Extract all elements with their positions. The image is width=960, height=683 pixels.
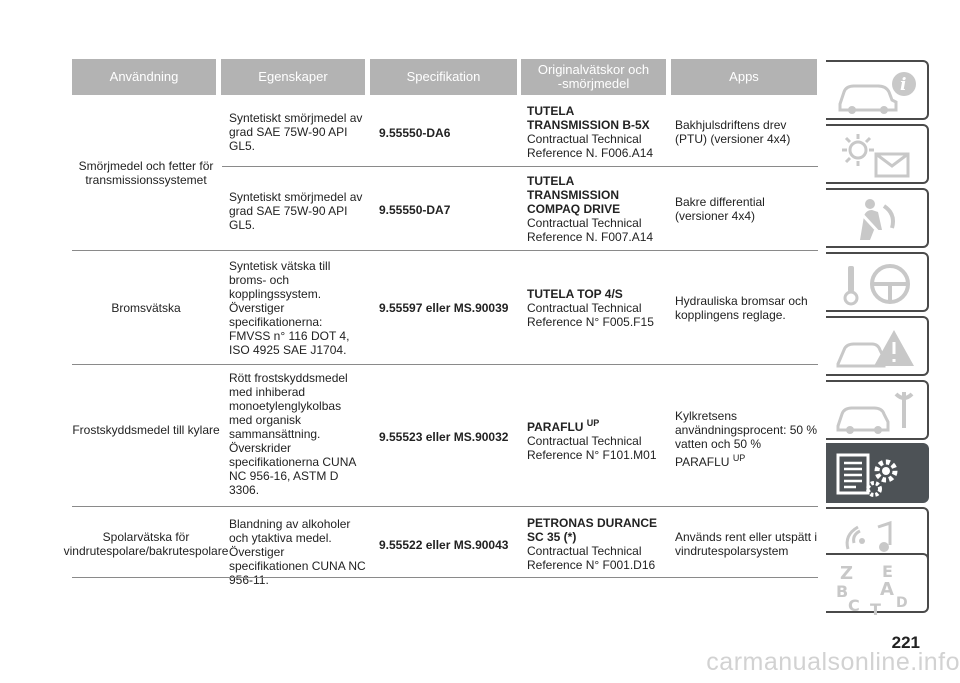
index-letter-e: E	[882, 562, 893, 581]
row3-spec: 9.55597 eller MS.90039	[379, 301, 509, 315]
row1-product-ref: Contractual Technical Reference N. F006.A14	[527, 132, 654, 160]
index-letter-t: T	[870, 600, 881, 617]
table-bottom-rule	[72, 577, 818, 578]
row2-spec: 9.55550-DA7	[379, 203, 451, 217]
row1-spec: 9.55550-DA6	[379, 126, 451, 140]
row3-properties: Syntetisk vätska till broms- och kopplingssystem. Överstiger specifikationerna: FMVSS n° 116 DOT 4, ISO 4925 SAE J1704.	[229, 259, 350, 357]
watermark[interactable]: carmanualsonline.info	[706, 648, 960, 676]
seatbelt-airbag-icon	[834, 196, 922, 244]
row2-product	[527, 174, 667, 244]
sidebar-tab-index[interactable]	[826, 553, 929, 617]
sidebar-tab-dashboard[interactable]	[826, 60, 929, 120]
sidebar-tab-safety[interactable]	[826, 188, 929, 248]
row5-apps: Används rent eller utspätt i vindrutespolarsystem	[675, 530, 818, 558]
car-info-icon	[834, 68, 922, 116]
sidebar-tab-technical-data[interactable]	[826, 443, 929, 503]
row4-apps	[675, 409, 818, 469]
row2-properties: Syntetiskt smörjmedel av grad SAE 75W-90 API GL5.	[229, 190, 363, 232]
row4-product-name-sup: UP	[586, 418, 600, 428]
row1-subdivider	[222, 166, 818, 167]
header-properties: Egenskaper	[221, 59, 365, 95]
sidebar-tab-warnings[interactable]	[826, 124, 929, 184]
row2-divider	[72, 250, 818, 251]
index-letter-a: A	[880, 579, 894, 600]
sidebar-tab-maintenance[interactable]	[826, 380, 929, 440]
row3-product-ref: Contractual Technical Reference N° F005.F15	[527, 301, 654, 329]
key-steering-wheel-icon	[834, 260, 922, 308]
index-letter-c: C	[848, 596, 860, 615]
row5-product-name: PETRONAS DURANCE SC 35 (*)	[527, 516, 658, 544]
row2-product-name: TUTELA TRANSMISSION COMPAQ DRIVE	[527, 174, 621, 216]
row1-product	[527, 104, 667, 160]
index-letter-d: D	[896, 595, 908, 611]
row3-usage: Bromsvätska	[111, 301, 181, 315]
car-service-wrench-icon	[834, 388, 922, 436]
header-specification: Specifikation	[370, 59, 517, 95]
row5-spec: 9.55522 eller MS.90043	[379, 538, 509, 552]
row3-apps: Hydrauliska bromsar och kopplingens reglage.	[675, 294, 808, 322]
row1-usage: Smörjmedel och fetter för transmissionssystemet	[78, 159, 214, 187]
header-usage: Användning	[72, 59, 216, 95]
row4-spec: 9.55523 eller MS.90032	[379, 430, 509, 444]
alphabetical-index-icon	[834, 561, 922, 617]
row1-apps: Bakhjulsdriftens drev (PTU) (versioner 4x4)	[675, 118, 791, 146]
row2-apps: Bakre differential (versioner 4x4)	[675, 195, 765, 223]
sidebar-tab-emergency[interactable]	[826, 316, 929, 376]
index-letter-b: B	[836, 582, 849, 601]
row4-product-ref: Contractual Technical Reference N° F101.M01	[527, 434, 657, 462]
index-letter-z: Z	[840, 563, 854, 584]
row3-divider	[72, 364, 818, 365]
header-apps: Apps	[671, 59, 817, 95]
row5-product	[527, 516, 667, 572]
page-number: 221	[891, 633, 920, 652]
row4-product-name: PARAFLU	[527, 420, 584, 434]
row4-apps-sup: UP	[732, 453, 746, 463]
row3-product-name: TUTELA TOP 4/S	[527, 287, 623, 301]
row4-properties: Rött frostskyddsmedel med inhiberad monoetylenglykolbas med organisk sammansättning. Överskrider specifikationerna CUNA NC 956-16, ASTM D 3306.	[229, 371, 356, 497]
row4-product-name-line	[527, 416, 667, 434]
header-original-fluids	[521, 59, 666, 95]
row5-properties: Blandning av alkoholer och ytaktiva medel. Överstiger specifikationen CUNA NC 956-11.	[229, 517, 366, 587]
svg-text:i: i	[900, 75, 907, 95]
row3-product	[527, 287, 667, 329]
row1-product-name: TUTELA TRANSMISSION B-5X	[527, 104, 650, 132]
row2-product-ref: Contractual Technical Reference N. F007.A14	[527, 216, 654, 244]
warning-light-message-icon	[834, 132, 922, 180]
row4-apps-text: Kylkretsens användningsprocent: 50 % vatten och 50 % PARAFLU	[675, 409, 818, 469]
header-original-fluids-line2: -smörjmedel	[557, 76, 630, 91]
row4-product	[527, 416, 667, 462]
accident-warning-triangle-icon	[834, 324, 922, 372]
row1-properties: Syntetiskt smörjmedel av grad SAE 75W-90 API GL5.	[229, 111, 363, 153]
sidebar-tab-starting-driving[interactable]	[826, 252, 929, 312]
row4-divider	[72, 506, 818, 507]
row5-product-ref: Contractual Technical Reference N° F001.D16	[527, 544, 656, 572]
row4-usage: Frostskyddsmedel till kylare	[72, 423, 220, 437]
technical-data-gears-icon	[834, 451, 922, 499]
row5-usage: Spolarvätska för vindrutespolare/bakrutespolare	[63, 530, 229, 558]
header-original-fluids-line1: Originalvätskor och	[537, 62, 650, 77]
